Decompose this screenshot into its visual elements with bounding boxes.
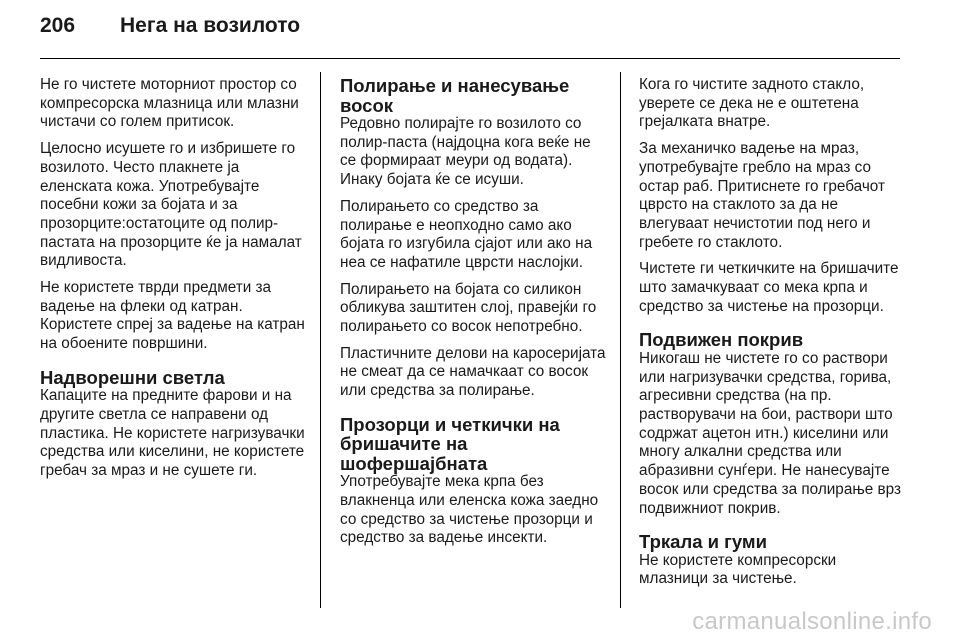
watermark: carmanualsonline.info	[692, 608, 932, 635]
page-number: 206	[40, 14, 76, 37]
column-divider	[320, 72, 321, 608]
section-heading: Прозорци и четкички на бришачите на шофершајбната	[340, 413, 560, 474]
text-column-1	[40, 76, 308, 489]
section-heading: Полирање и нанесување восок	[340, 75, 570, 116]
section-wheels-tyres	[639, 532, 909, 589]
paragraph: Никогаш не чистете го со раствори или нагризувачки средства, горива, агресивни средства (на пр. растворувачи на бои, раствори што содржат ацетон итн.) киселини или многу алкални средства или абразивни сунѓери. Не нанесувајте восок или средства за полирање врз подвижниот покрив.	[639, 349, 901, 517]
paragraph: За механичко вадење на мраз, употребувајте гребло на мраз со остар раб. Притиснете го гребачот цврсто на стаклото за да не влегуваат нечистотии под него и гребете го стаклото.	[639, 140, 885, 251]
paragraph: Целосно исушете го и избришете го возилото. Често плакнете ја еленската кожа. Употребувајте посебни кожи за бојата и за прозорците:остатоците од полир-пастата на прозорците ќе ја намалат видливоста.	[40, 140, 302, 270]
paragraph: Не го чистете моторниот простор со компресорска млазница или млазни чистачи со голем притисок.	[40, 76, 299, 131]
paragraph: Полирањето со средство за полирање е неопходно само ако бојата го изгубила сјајот или ако на неа се нафатиле цврсти наслојки.	[340, 197, 593, 271]
section	[639, 76, 909, 316]
paragraph: Не користете компресорски млазници за чистење.	[639, 551, 837, 588]
text-column-2	[340, 76, 608, 556]
paragraph: Употребувајте мека крпа без влакненца или еленска кожа заедно со средство за чистење прозорци и средство за вадење инсекти.	[340, 473, 599, 547]
column-divider	[620, 72, 621, 608]
paragraph: Кога го чистите задното стакло, уверете се дека не е оштетена грејалката внатре.	[639, 76, 865, 131]
paragraph: Не користете тврди предмети за вадење на флеки од катран. Користете спреј за вадење на катран на обоените површини.	[40, 279, 305, 353]
page-title: Нега на возилото	[120, 14, 301, 37]
section-heading: Надворешни светла	[40, 366, 225, 388]
paragraph: Капаците на предните фарови и на другите светла се направени од пластика. Не користете нагризувачки средства или киселини, не користете гребач за мраз и не сушете ги.	[40, 387, 305, 480]
section-windows-wipers	[340, 415, 608, 548]
section-sunroof	[639, 330, 909, 518]
section-exterior-lights	[40, 368, 308, 481]
paragraph: Редовно полирајте го возилото со полир-паста (најдоцна кога веќе не се формираат меури од водата). Инаку бојата ќе се исуши.	[340, 115, 591, 189]
page-header	[40, 14, 300, 38]
text-column-3	[639, 76, 909, 597]
section-heading: Подвижен покрив	[639, 329, 804, 351]
section	[40, 76, 308, 354]
section-polishing	[340, 76, 608, 401]
header-rule	[40, 58, 900, 59]
section-heading: Тркала и гуми	[639, 531, 767, 553]
paragraph: Чистете ги четкичките на бришачите што замачкуваат со мека крпа и средство за чистење на прозорци.	[639, 260, 899, 315]
paragraph: Пластичните делови на каросеријата не смеат да се намачкаат со восок или средства за полирање.	[340, 344, 606, 400]
paragraph: Полирањето на бојата со силикон обликува заштитен слој, правејќи го полирањето со восок непотребно.	[340, 280, 597, 336]
